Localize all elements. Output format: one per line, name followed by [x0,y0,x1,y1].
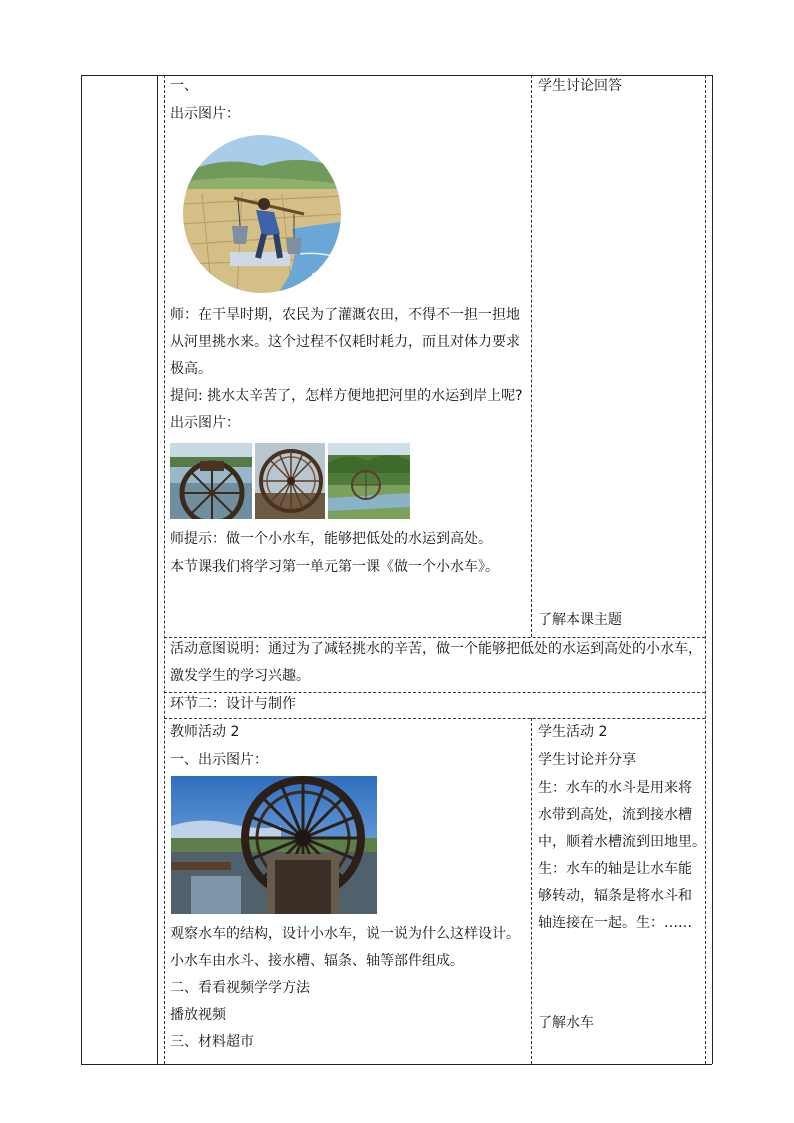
student-response-section2-bottom: 了解水车 [538,1015,594,1031]
student-line-2: 水带到高处，流到接水槽 [538,807,692,823]
student-line-4: 生：水车的轴是让水车能 [538,861,692,877]
table-left-border [81,75,82,1064]
table-right-border [712,75,713,1064]
col-separator-inner [164,75,165,1064]
materials-heading: 三、材料超市 [170,1034,254,1050]
observe-text: 观察水车的结构，设计小水车，说一说为什么这样设计。 [170,926,520,942]
student-activity-label: 学生活动 2 [538,724,608,740]
row-sep-section2 [164,692,705,693]
section2-title: 环节二：设计与制作 [170,696,296,712]
table-bottom-border [81,1064,712,1065]
section1-heading: 一、 [170,78,198,94]
video-heading: 二、看看视频学学方法 [170,980,310,996]
waterwheel-large-photo [171,776,377,914]
intent-line-2: 激发学生的学习兴趣。 [170,668,310,684]
question-text: 提问: 挑水太辛苦了，怎样方便地把河里的水运到岸上呢? [170,388,523,404]
col-separator-right-inner [705,75,706,1064]
lesson-intro: 本节课我们将学习第一单元第一课《做一个小水车》。 [170,559,499,575]
teacher-text-line-3: 极高。 [170,361,212,377]
show-image-label-1: 出示图片： [170,106,240,122]
farmer-carrying-water-image [182,134,342,294]
teacher-hint: 师提示：做一个小水车，能够把低处的水运到高处。 [170,531,492,547]
teacher-text-line-2: 从河里挑水来。这个过程不仅耗时耗力，而且对体力要求 [170,334,520,350]
teacher-text-line-1: 师：在干旱时期，农民为了灌溉农田，不得不一担一担地 [170,307,520,323]
row-sep-activity [164,718,705,719]
teacher-activity-label: 教师活动 2 [170,724,240,740]
student-line-3: 中，顺着水槽流到田地里。 [538,834,706,850]
col-separator-left [157,75,158,1064]
student-line-5: 够转动，辐条是将水斗和 [538,888,692,904]
waterwheel-photo-1 [170,443,252,519]
show-image-label-2: 出示图片： [170,415,240,431]
student-line-6: 轴连接在一起。生：…… [538,915,692,931]
student-col-sep-2 [531,718,532,1064]
waterwheel-photo-3 [328,443,410,519]
student-col-sep-1 [531,75,532,637]
row-sep-intent [164,637,705,638]
show-image-label-3: 一、出示图片： [170,752,268,768]
intent-line-1: 活动意图说明：通过为了减轻挑水的辛苦，做一个能够把低处的水运到高处的小水车， [170,641,702,657]
student-line-1: 生：水车的水斗是用来将 [538,780,692,796]
parts-text: 小水车由水斗、接水槽、辐条、轴等部件组成。 [170,953,464,969]
student-response-top: 学生讨论回答 [538,78,622,94]
play-video-text: 播放视频 [170,1007,226,1023]
waterwheel-photo-2 [255,443,325,519]
student-response-bottom: 了解本课主题 [538,612,622,628]
student-share-label: 学生讨论并分享 [538,752,636,768]
